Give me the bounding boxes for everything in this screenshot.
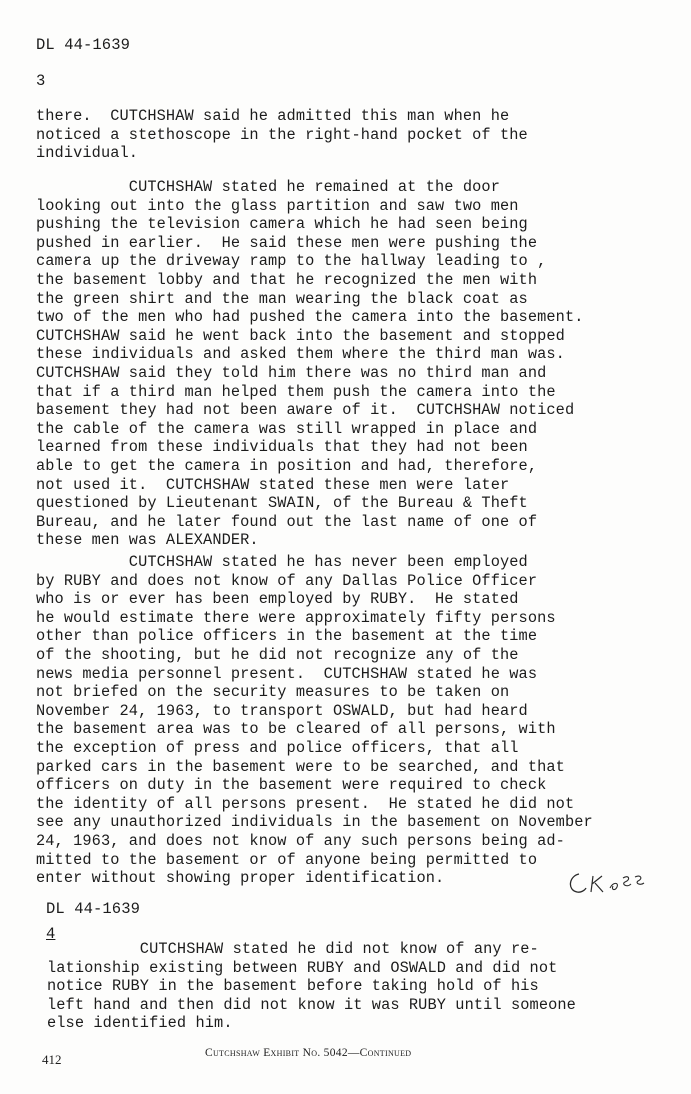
- text-line: the basement lobby and that he recognized the men with: [36, 270, 538, 289]
- text-line: noticed a stethoscope in the right-hand pocket of the: [36, 125, 528, 144]
- text-line: parked cars in the basement were to be searched, and that: [36, 757, 565, 776]
- footer-page-number: 412: [42, 1052, 62, 1067]
- text-line: other than police officers in the basement at the time: [36, 627, 538, 646]
- text-line: CUTCHSHAW stated he has never been employed: [36, 553, 528, 571]
- text-line: the cable of the camera was still wrapped in place and: [36, 419, 538, 438]
- text-line: CUTCHSHAW said he went back into the basement and stopped: [36, 326, 565, 345]
- paragraph-1: [36, 107, 676, 163]
- paragraph-4: [47, 940, 687, 1033]
- text-line: he would estimate there were approximately fifty persons: [36, 608, 556, 627]
- text-line: CUTCHSHAW stated he did not know of any re-: [47, 940, 539, 958]
- text-line: notice RUBY in the basement before taking hold of his: [47, 977, 539, 996]
- text-line: mitted to the basement or of anyone being permitted to: [36, 850, 538, 869]
- text-line: not used it. CUTCHSHAW stated these men were later: [36, 475, 510, 494]
- text-line: questioned by Lieutenant SWAIN, of the Bureau & Theft: [36, 494, 528, 513]
- text-line: 24, 1963, and does not know of any such persons being ad-: [36, 831, 565, 850]
- text-line: CUTCHSHAW stated he remained at the door: [36, 178, 500, 196]
- text-line: of the shooting, but he did not recognize any of the: [36, 645, 519, 664]
- text-line: see any unauthorized individuals in the basement on November: [36, 813, 593, 832]
- text-line: lationship existing between RUBY and OSWALD and did not: [47, 958, 558, 977]
- text-line: Bureau, and he later found out the last name of one of: [36, 512, 538, 531]
- text-line: the exception of press and police officers, that all: [36, 738, 519, 757]
- text-line: there. CUTCHSHAW said he admitted this man when he: [36, 107, 510, 125]
- text-line: not briefed on the security measures to be taken on: [36, 683, 510, 702]
- text-line: November 24, 1963, to transport OSWALD, but had heard: [36, 701, 528, 720]
- exhibit-caption: Cutchshaw Exhibit No. 5042—Continued: [205, 1047, 412, 1059]
- text-line: pushed in earlier. He said these men were pushing the: [36, 233, 538, 252]
- text-line: by RUBY and does not know of any Dallas Police Officer: [36, 571, 538, 590]
- paragraph-3: [36, 553, 676, 888]
- text-line: who is or ever has been employed by RUBY. He stated: [36, 590, 519, 609]
- text-line: basement they had not been aware of it. CUTCHSHAW noticed: [36, 401, 575, 420]
- text-line: the basement area was to be cleared of all persons, with: [36, 720, 556, 739]
- file-number-header-2: DL 44-1639: [46, 900, 141, 918]
- text-line: individual.: [36, 144, 139, 163]
- text-line: these men was ALEXANDER.: [36, 531, 259, 550]
- text-line: the identity of all persons present. He stated he did not: [36, 794, 575, 813]
- text-line: pushing the television camera which he had seen being: [36, 215, 528, 234]
- text-line: looking out into the glass partition and saw two men: [36, 196, 519, 215]
- handwritten-initials: [565, 868, 655, 898]
- text-line: enter without showing proper identification.: [36, 869, 445, 888]
- text-line: left hand and then did not know it was RUBY until someone: [47, 995, 576, 1014]
- text-line: that if a third man helped them push the camera into the: [36, 382, 556, 401]
- text-line: the green shirt and the man wearing the black coat as: [36, 289, 528, 308]
- text-line: two of the men who had pushed the camera into the basement.: [36, 308, 584, 327]
- text-line: learned from these individuals that they had not been: [36, 438, 528, 457]
- text-line: news media personnel present. CUTCHSHAW stated he was: [36, 664, 538, 683]
- text-line: officers on duty in the basement were required to check: [36, 776, 547, 795]
- page-number-3: 3: [36, 72, 46, 90]
- text-line: these individuals and asked them where the third man was.: [36, 345, 565, 364]
- page-number-4: 4: [46, 925, 56, 943]
- paragraph-2: [36, 178, 676, 550]
- text-line: able to get the camera in position and had, therefore,: [36, 456, 538, 475]
- text-line: else identified him.: [47, 1014, 233, 1033]
- text-line: camera up the driveway ramp to the hallway leading to ,: [36, 252, 547, 271]
- file-number-header: DL 44-1639: [36, 36, 131, 54]
- text-line: CUTCHSHAW said they told him there was no third man and: [36, 363, 547, 382]
